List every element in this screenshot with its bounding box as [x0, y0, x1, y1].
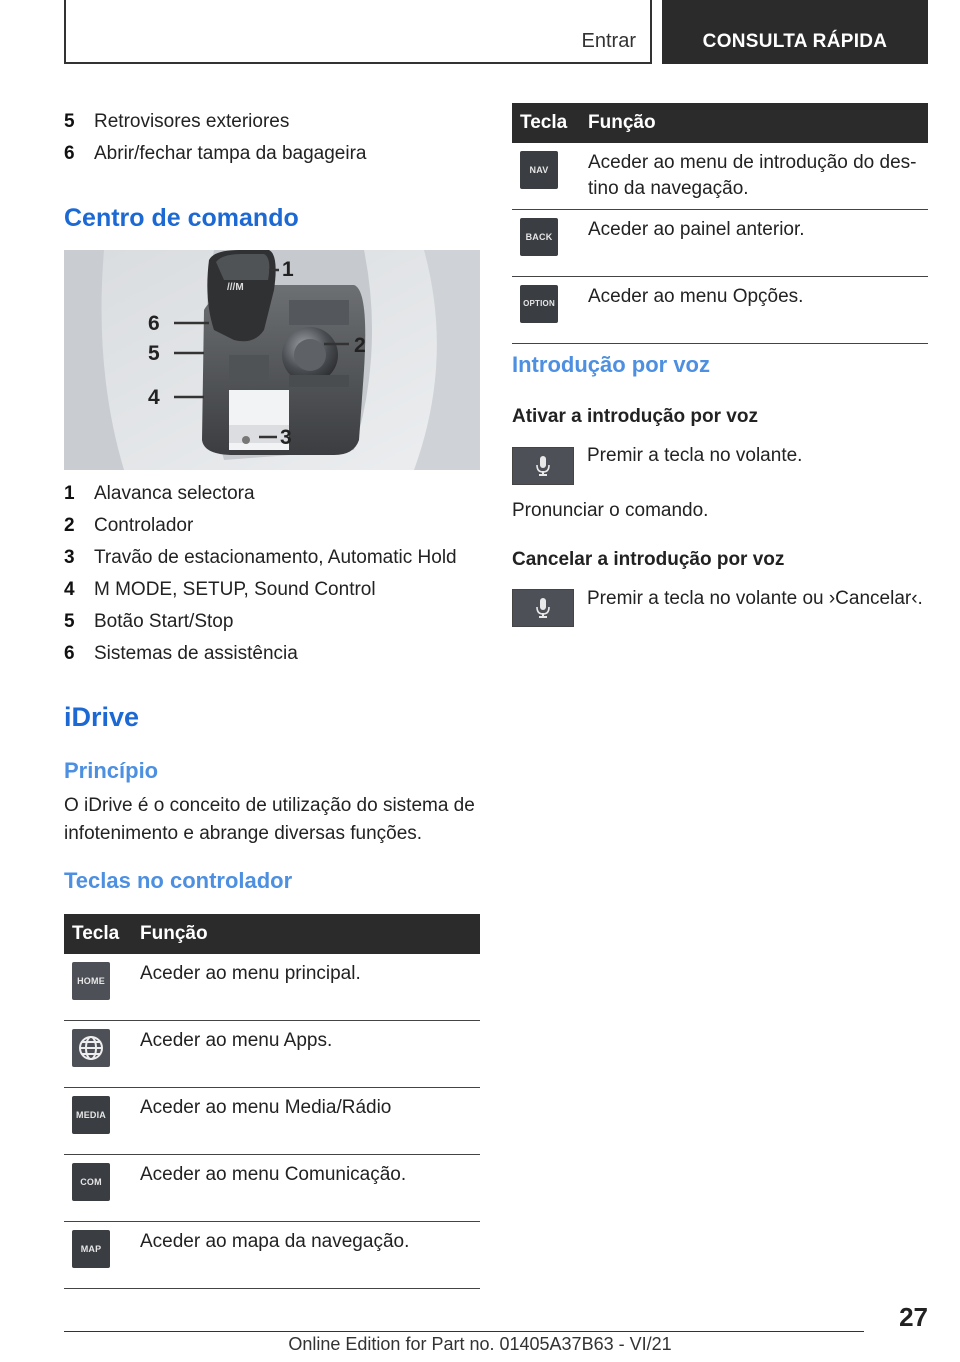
top-numbered-list	[64, 110, 480, 174]
callout-1: 1	[282, 258, 294, 281]
callout-6: 6	[148, 312, 160, 335]
item-text: Travão de estacionamento, Automatic Hold	[94, 547, 457, 568]
item-text: Controlador	[94, 515, 194, 536]
command-center-title: Centro de comando	[64, 204, 299, 232]
principle-title: Princípio	[64, 758, 159, 783]
list-item	[64, 546, 480, 578]
col-header-key: Tecla	[64, 914, 132, 954]
voice-activate-title: Ativar a introdução por voz	[512, 406, 758, 427]
item-text: M MODE, SETUP, Sound Control	[94, 579, 376, 600]
callout-5: 5	[148, 342, 160, 365]
function-text: Aceder ao menu principal.	[132, 954, 480, 1021]
voice-cancel-text: Premir a tecla no volante ou ›Cancelar‹.	[587, 588, 923, 609]
col-header-function: Função	[580, 103, 928, 143]
item-text: Retrovisores exteriores	[94, 111, 290, 132]
item-number: 1	[64, 483, 75, 504]
table-row	[64, 1088, 480, 1155]
item-text: Sistemas de assistência	[94, 643, 298, 664]
item-number: 5	[64, 611, 75, 632]
page-number: 27	[899, 1302, 928, 1332]
list-item	[64, 578, 480, 610]
list-item	[64, 514, 480, 546]
item-text: Abrir/fechar tampa da bagageira	[94, 143, 367, 164]
page-header	[64, 0, 928, 64]
footer-divider	[64, 1331, 864, 1332]
mic-icon	[512, 589, 574, 627]
callout-3: 3	[280, 426, 292, 449]
function-text: Aceder ao menu Opções.	[580, 277, 928, 344]
voice-title: Introdução por voz	[512, 352, 710, 377]
function-text: Aceder ao menu de introdução do des-tino da navegação.	[580, 143, 928, 210]
svg-text:///M: ///M	[227, 282, 244, 293]
media-key-icon: MEDIA	[72, 1096, 110, 1134]
item-number: 6	[64, 643, 75, 664]
col-header-key: Tecla	[512, 103, 580, 143]
home-key-icon: HOME	[72, 962, 110, 1000]
function-text: Aceder ao menu Media/Rádio	[132, 1088, 480, 1155]
table-row	[512, 277, 928, 344]
list-item	[64, 142, 480, 174]
function-text: Aceder ao menu Comunicação.	[132, 1155, 480, 1222]
table-row	[64, 954, 480, 1021]
command-center-legend	[64, 482, 480, 674]
table-row	[64, 1155, 480, 1222]
nav-key-icon: NAV	[520, 151, 558, 189]
command-center-photo	[64, 250, 480, 470]
function-text: Aceder ao mapa da navegação.	[132, 1222, 480, 1289]
header-chapter-tab: CONSULTA RÁPIDA	[662, 0, 928, 64]
list-item	[64, 482, 480, 514]
voice-cancel-title: Cancelar a introdução por voz	[512, 549, 785, 570]
mic-icon	[512, 447, 574, 485]
keys-title: Teclas no controlador	[64, 868, 293, 893]
col-header-function: Função	[132, 914, 480, 954]
list-item	[64, 110, 480, 142]
com-key-icon: COM	[72, 1163, 110, 1201]
callout-2: 2	[354, 334, 366, 357]
header-section-box	[64, 0, 652, 64]
item-number: 3	[64, 547, 75, 568]
item-text: Alavanca selectora	[94, 483, 255, 504]
voice-speak-text: Pronunciar o comando.	[512, 500, 709, 521]
header-section-label: Entrar	[581, 30, 636, 52]
idrive-title: iDrive	[64, 702, 140, 732]
item-number: 6	[64, 143, 75, 164]
left-keys-table	[64, 914, 480, 1289]
function-text: Aceder ao menu Apps.	[132, 1021, 480, 1088]
function-text: Aceder ao painel anterior.	[580, 210, 928, 277]
list-item	[64, 610, 480, 642]
item-text: Botão Start/Stop	[94, 611, 234, 632]
voice-activate-text: Premir a tecla no volante.	[587, 445, 803, 466]
list-item	[64, 642, 480, 674]
table-row	[512, 143, 928, 210]
item-number: 2	[64, 515, 75, 536]
back-key-icon: BACK	[520, 218, 558, 256]
globe-icon	[72, 1029, 110, 1067]
item-number: 5	[64, 111, 75, 132]
map-key-icon: MAP	[72, 1230, 110, 1268]
callout-4: 4	[148, 386, 160, 409]
table-row	[512, 210, 928, 277]
table-row	[64, 1021, 480, 1088]
item-number: 4	[64, 579, 75, 600]
principle-text: O iDrive é o conceito de utilização do sistema de infotenimento e abrange diversas funções.	[64, 795, 475, 844]
edition-text: Online Edition for Part no. 01405A37B63 - VI/21	[288, 1334, 672, 1354]
table-row	[64, 1222, 480, 1289]
option-key-icon: OPTION	[520, 285, 558, 323]
right-keys-table	[512, 103, 928, 344]
